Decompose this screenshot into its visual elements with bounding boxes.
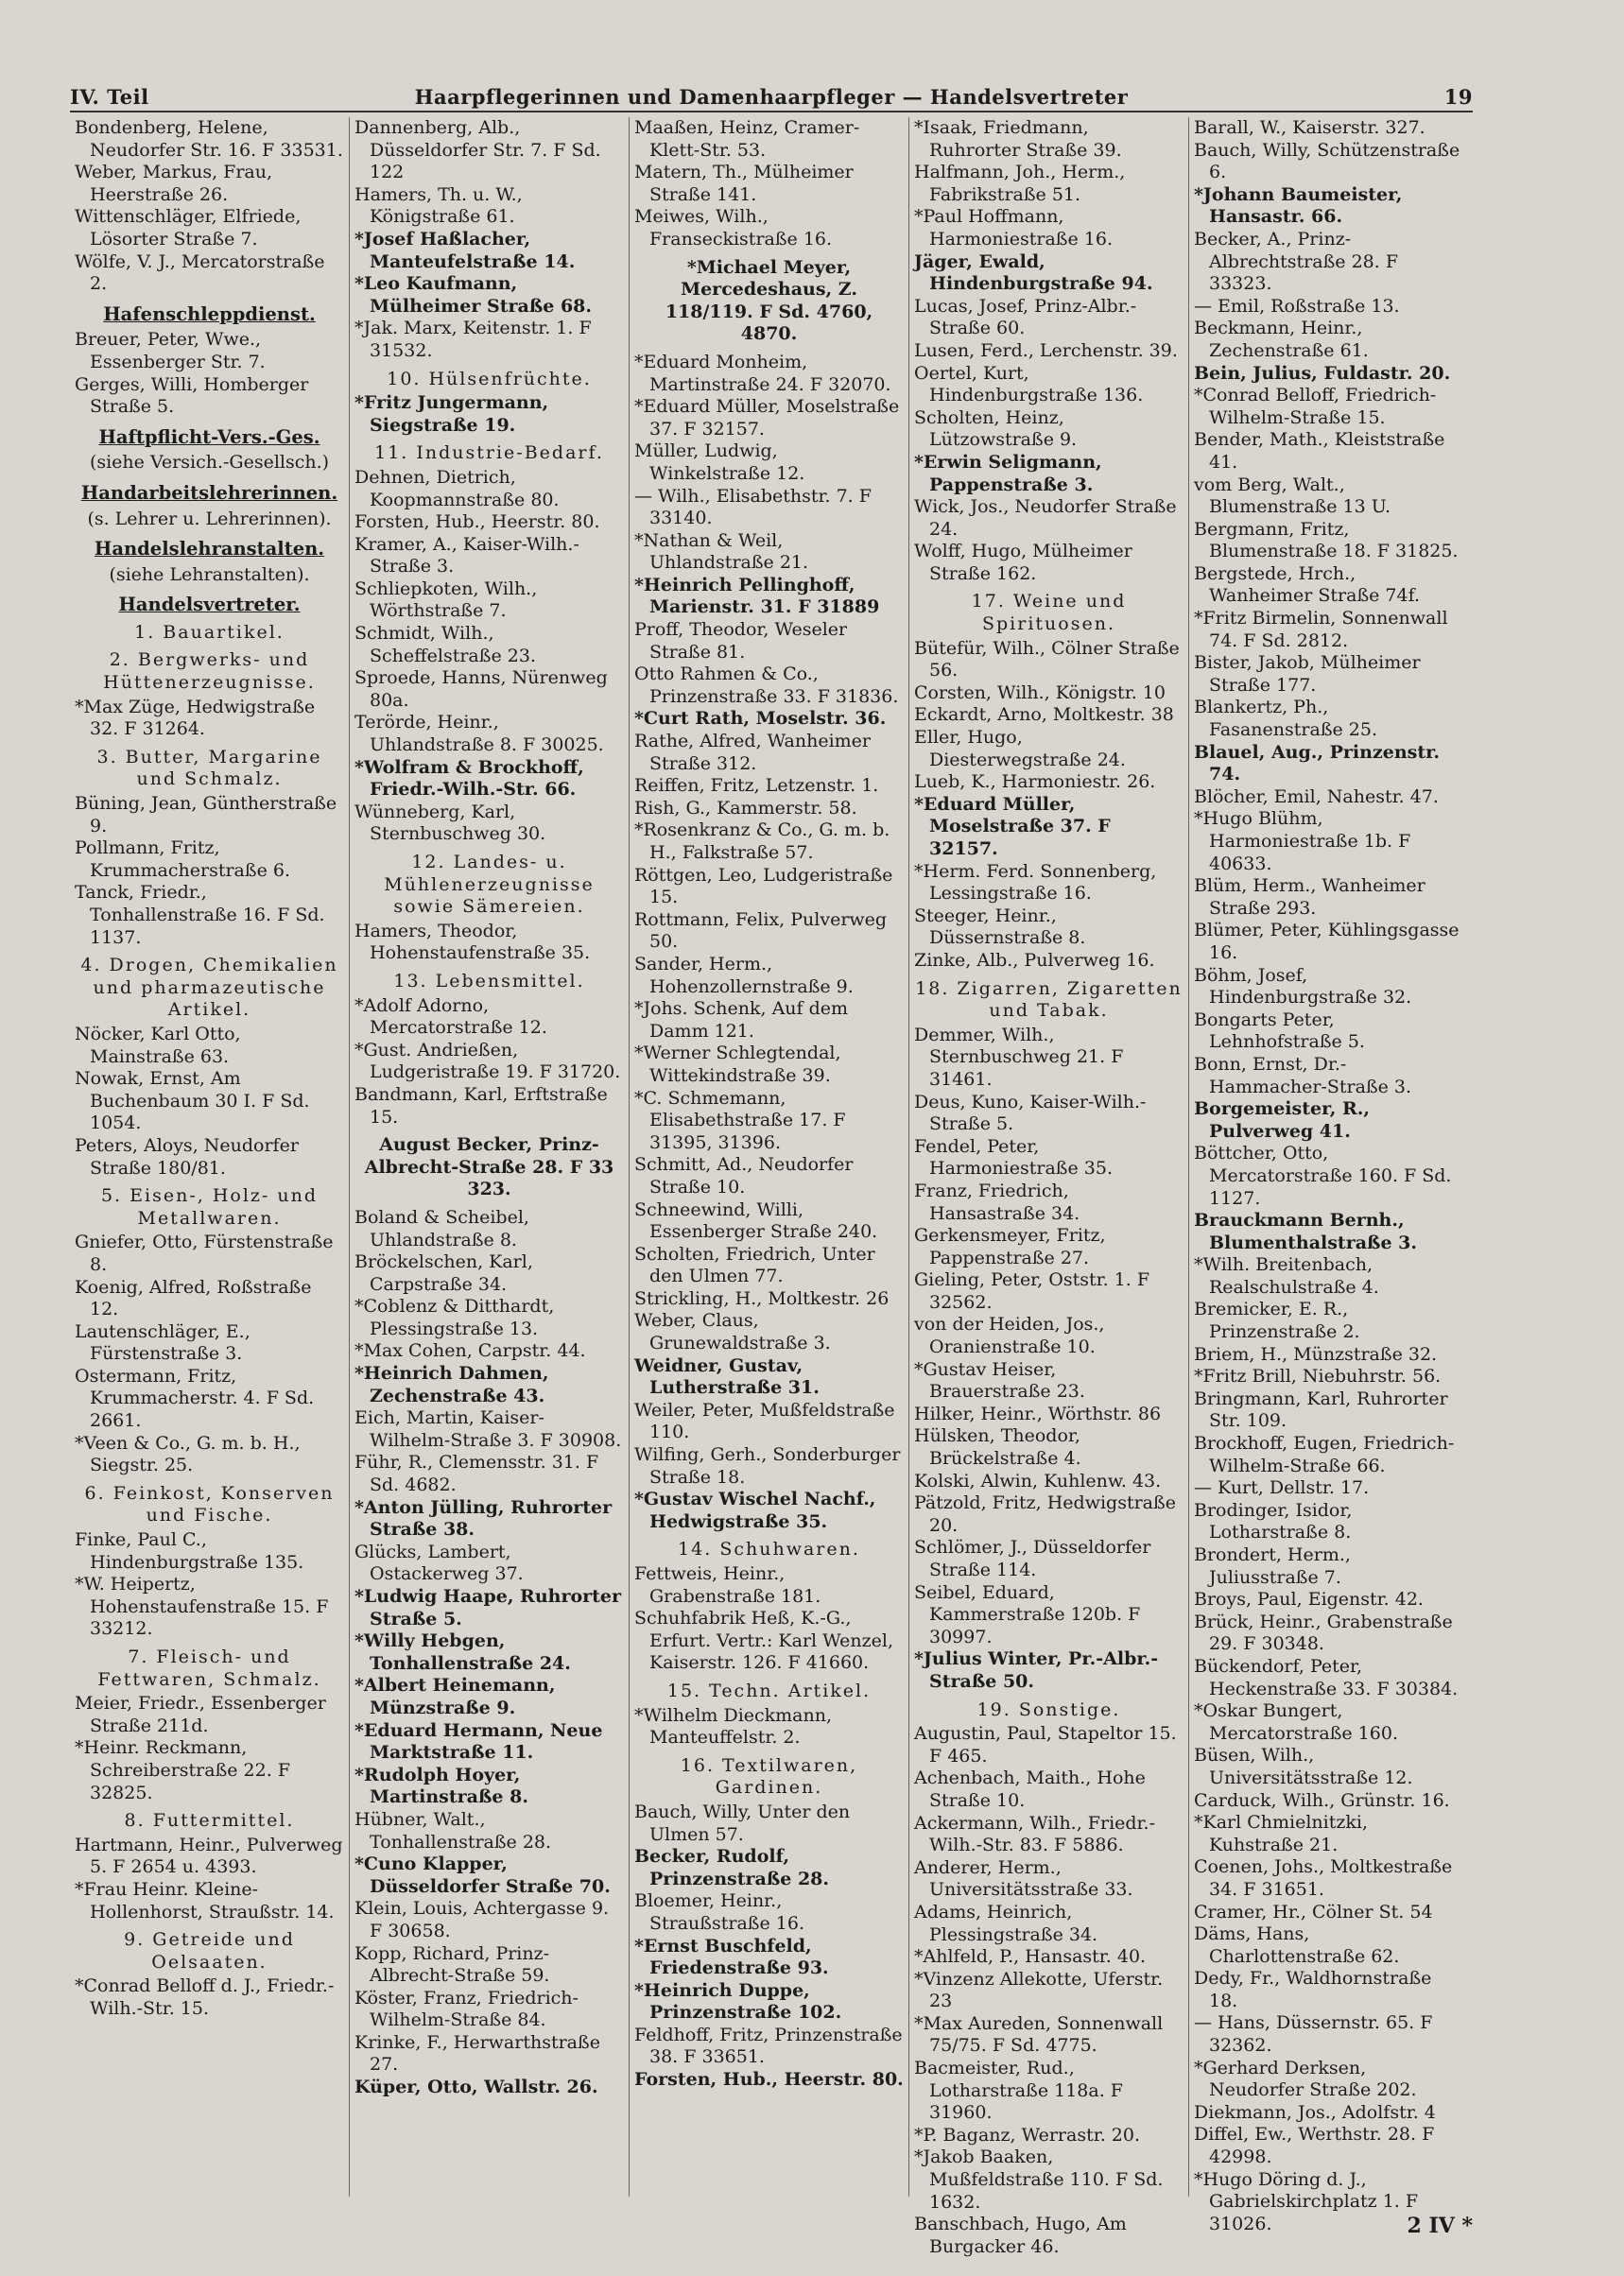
directory-entry: *Josef Haßlacher, Manteufelstraße 14. [354,228,576,272]
directory-entry: Meier, Friedr., Essenberger Straße 211d. [75,1693,326,1736]
directory-entry: Cramer, Hr., Cölner St. 54 [1194,1901,1433,1923]
directory-entry: *Conrad Belloff d. J., Friedr.-Wilh.-Str. 15. [75,1975,335,2019]
directory-entry: Boland & Scheibel, Uhlandstraße 8. [354,1206,529,1250]
directory-entry: Demmer, Wilh., Sternbuschweg 21. F 31461. [914,1024,1124,1090]
directory-entry: Krinke, F., Herwarthstraße 27. [354,2031,600,2076]
directory-entry: Peters, Aloys, Neudorfer Straße 180/81. [75,1134,299,1179]
directory-entry: Lueb, K., Harmoniestr. 26. [914,771,1156,793]
directory-entry: *Leo Kaufmann, Mülheimer Straße 68. [354,273,593,317]
directory-entry: Weiler, Peter, Mußfeldstraße 110. [634,1399,895,1443]
directory-entry: *Frau Heinr. Kleine-Hollenhorst, Straußstr. 14. [75,1878,335,1923]
directory-entry: Kopp, Richard, Prinz-Albrecht-Straße 59. [354,1942,550,1987]
directory-entry: Zinke, Alb., Pulverweg 16. [914,949,1155,971]
directory-entry: Rathe, Alfred, Wanheimer Straße 312. [634,731,872,774]
directory-entry: Bonn, Ernst, Dr.-Hammacher-Straße 3. [1194,1053,1412,1097]
directory-entry: Schliepkoten, Wilh., Wörthstraße 7. [354,578,538,622]
directory-entry: *Vinzenz Allekotte, Uferstr. 23 [914,1968,1164,2012]
directory-entry: Otto Rahmen & Co., Prinzenstraße 33. F 31836. [634,664,899,707]
directory-entry: *Hugo Döring d. J., Gabrielskirchplatz 1. F 31026. [1194,2168,1419,2234]
directory-entry: — Wilh., Elisabethstr. 7. F 33140. [634,485,872,529]
directory-entry: Büning, Jean, Güntherstraße 9. [75,793,337,836]
category-heading: 15. Techn. Artikel. [666,1680,872,1701]
directory-entry: Schmidt, Wilh., Scheffelstraße 23. [354,623,536,666]
directory-entry: *Wolfram & Brockhoff, Friedr.-Wilh.-Str. 66. [354,756,584,801]
directory-entry: Carduck, Wilh., Grünstr. 16. [1194,1789,1450,1811]
directory-entry: *Fritz Birmelin, Sonnenwall 74. F Sd. 2812. [1194,608,1448,651]
directory-entry: Terörde, Heinr., Uhlandstraße 8. F 30025. [354,712,604,756]
directory-entry: Coenen, Johs., Moltkestraße 34. F 31651. [1194,1856,1453,1900]
directory-entry: *Anton Jülling, Ruhrorter Straße 38. [354,1496,613,1541]
directory-entry: Lucas, Josef, Prinz-Albr.-Straße 60. [914,295,1137,339]
category-heading: 4. Drogen, Chemikalien und pharmazeutische Artikel. [80,955,338,1021]
directory-entry: Hamers, Theodor, Hohenstaufenstraße 35. [354,920,591,964]
directory-entry: Bremicker, E. R., Prinzenstraße 2. [1194,1299,1360,1343]
header-rule [70,111,1473,112]
directory-entry: *Johs. Schenk, Auf dem Damm 121. [634,998,849,1042]
directory-entry: Wolff, Hugo, Mülheimer Straße 162. [914,541,1132,584]
part-label: IV. Teil [70,85,149,109]
directory-entry: Rish, G., Kammerstr. 58. [634,797,857,819]
directory-entry: Matern, Th., Mülheimer Straße 141. [634,162,854,205]
directory-entry: Schmitt, Ad., Neudorfer Straße 10. [634,1154,854,1198]
directory-entry: Bröckelschen, Karl, Carpstraße 34. [354,1251,533,1295]
directory-entry: Finke, Paul C., Hindenburgstraße 135. [75,1529,304,1573]
directory-entry: Glücks, Lambert, Ostackerweg 37. [354,1541,524,1585]
category-heading: 19. Sonstige. [976,1698,1121,1720]
category-heading: 7. Fleisch- und Fettwaren, Schmalz. [97,1647,321,1690]
directory-entry: — Hans, Düssernstr. 65. F 32362. [1194,2012,1433,2057]
column-2 [350,117,630,2197]
directory-entry: Gerges, Willi, Homberger Straße 5. [75,373,309,418]
directory-entry: *Gerhard Derksen, Neudorfer Straße 202. [1194,2057,1417,2101]
directory-entry: Nöcker, Karl Otto, Mainstraße 63. [75,1023,241,1067]
directory-entry: *Jakob Baaken, Mußfeldstraße 110. F Sd. 1632. [914,2147,1164,2213]
directory-entry: *Ludwig Haape, Ruhrorter Straße 5. [354,1586,622,1629]
directory-entry: — Kurt, Dellstr. 17. [1194,1477,1370,1499]
category-heading: 16. Textilwaren, Gardinen. [680,1754,858,1799]
directory-entry: Kolski, Alwin, Kuhlenw. 43. [914,1470,1162,1491]
directory-entry: Bringmann, Karl, Ruhrorter Str. 109. [1194,1388,1448,1432]
category-heading: 5. Eisen-, Holz- und Metallwaren. [100,1185,319,1229]
section-heading: Haftpflicht-Vers.-Ges. [98,425,320,448]
directory-entry: *Heinrich Pellinghoff, Marienstr. 31. F 31889 [634,574,880,618]
directory-entry: Ackermann, Wilh., Friedr.-Wilh.-Str. 83. F 5886. [914,1812,1156,1856]
directory-entry: Dannenberg, Alb., Düsseldorfer Str. 7. F Sd. 122 [354,117,601,183]
directory-entry: *Gust. Andrießen, Ludgeristraße 19. F 31720. [354,1039,621,1083]
directory-entry: *Eduard Monheim, Martinstraße 24. F 32070. [634,351,891,395]
directory-entry: Büsen, Wilh., Universitätsstraße 12. [1194,1745,1413,1788]
directory-entry: *Max Cohen, Carpstr. 44. [354,1340,586,1362]
directory-entry: Feldhoff, Fritz, Prinzenstraße 38. F 33651. [634,2024,903,2068]
directory-entry: *P. Baganz, Werrastr. 20. [914,2124,1141,2146]
directory-entry: Franz, Friedrich, Hansastraße 34. [914,1180,1080,1224]
directory-entry: *Coblenz & Ditthardt, Plessingstraße 13. [354,1296,555,1339]
signature-mark: 2 IV * [1407,2214,1473,2238]
directory-entry: Weber, Claus, Grunewaldstraße 3. [634,1310,831,1354]
directory-entry: Dedy, Fr., Waldhornstraße 18. [1194,1968,1432,2011]
directory-entry: Nowak, Ernst, Am Buchenbaum 30 I. F Sd. 1054. [75,1068,310,1134]
page-number: 19 [1443,85,1473,109]
directory-entry: Wilfing, Gerh., Sonderburger Straße 18. [634,1444,901,1488]
directory-entry: Hamers, Th. u. W., Königstraße 61. [354,183,523,228]
category-heading: 10. Hülsenfrüchte. [387,368,592,389]
category-heading: 12. Landes- u. Mühlenerzeugnisse sowie Sämereien. [384,852,595,918]
directory-entry: *Eduard Müller, Moselstraße 37. F 32157. [914,793,1111,859]
cross-reference: (siehe Lehranstalten). [109,563,310,585]
directory-entry: *Johann Baumeister, Hansastr. 66. [1194,183,1403,228]
directory-entry: Rottmann, Felix, Pulverweg 50. [634,908,888,953]
directory-entry: Hübner, Walt., Tonhallenstraße 28. [354,1808,552,1853]
directory-entry: Klein, Louis, Achtergasse 9. F 30658. [354,1898,610,1941]
directory-entry: Wünneberg, Karl, Sternbuschweg 30. [354,801,546,845]
directory-entry: *Karl Chmielnitzki, Kuhstraße 21. [1194,1812,1368,1855]
directory-entry: Sander, Herm., Hohenzollernstraße 9. [634,953,854,997]
directory-entry: *Curt Rath, Moselstr. 36. [634,708,887,730]
directory-entry: *Max Züge, Hedwigstraße 32. F 31264. [75,696,316,740]
category-heading: 13. Lebensmittel. [393,970,585,991]
category-heading: 17. Weine und Spirituosen. [971,591,1127,635]
cross-reference: (siehe Versich.-Gesellsch.) [89,452,330,474]
directory-entry: Jäger, Ewald, Hindenburgstraße 94. [914,250,1153,295]
directory-entry: Däms, Hans, Charlottenstraße 62. [1194,1923,1400,1967]
directory-entry: Tanck, Friedr., Tonhallenstraße 16. F Sd. 1137. [75,882,325,948]
column-1 [70,117,350,2197]
directory-entry: Weidner, Gustav, Lutherstraße 31. [634,1354,820,1399]
directory-entry: Anderer, Herm., Universitätsstraße 33. [914,1856,1133,1901]
directory-entry: Brodinger, Isidor, Lotharstraße 8. [1194,1499,1353,1543]
directory-entry: *Herm. Ferd. Sonnenberg, Lessingstraße 16. [914,860,1157,905]
directory-entry: Beckmann, Heinr., Zechenstraße 61. [1194,318,1369,361]
directory-entry: Deus, Kuno, Kaiser-Wilh.-Straße 5. [914,1091,1147,1135]
directory-entry: Bondenberg, Helene, Neudorfer Str. 16. F 33531. [75,117,343,161]
directory-entry: *Albert Heinemann, Münzstraße 9. [354,1675,556,1718]
directory-entry: Blankertz, Ph., Fasanenstraße 25. [1194,697,1378,741]
directory-entry: Achenbach, Maith., Hohe Straße 10. [914,1767,1146,1811]
directory-entry: *Jak. Marx, Keitenstr. 1. F 31532. [354,318,592,361]
directory-entry: Meiwes, Wilh., Franseckistraße 16. [634,206,833,250]
directory-entry: Breuer, Peter, Wwe., Essenberger Str. 7. [75,329,266,372]
directory-entry: *Cuno Klapper, Düsseldorfer Straße 70. [354,1854,611,1897]
directory-entry: Bender, Math., Kleiststraße 41. [1194,429,1445,473]
directory-entry: *Rosenkranz & Co., G. m. b. H., Falkstraße 57. [634,819,890,863]
directory-entry: Reiffen, Fritz, Letzenstr. 1. [634,775,879,797]
cross-reference: (s. Lehrer u. Lehrerinnen). [87,508,332,529]
directory-entry: Bandmann, Karl, Erftstraße 15. [354,1083,608,1128]
directory-entry: *W. Heipertz, Hohenstaufenstraße 15. F 33212. [75,1574,329,1640]
directory-entry: Augustin, Paul, Stapeltor 15. F 465. [914,1723,1177,1767]
section-heading: Handarbeitslehrerinnen. [80,481,338,504]
directory-entry: Strickling, H., Moltkestr. 26 [634,1287,890,1309]
directory-entry: *Adolf Adorno, Mercatorstraße 12. [354,994,547,1039]
directory-entry: Böttcher, Otto, Mercatorstraße 160. F Sd. 1127. [1194,1143,1452,1209]
directory-entry: Fendel, Peter, Harmoniestraße 35. [914,1135,1113,1180]
directory-entry: *Heinrich Dahmen, Zechenstraße 43. [354,1363,549,1406]
directory-entry: Bückendorf, Peter, Heckenstraße 33. F 30384. [1194,1655,1459,1699]
directory-entry: Broys, Paul, Eigenstr. 42. [1194,1589,1424,1611]
category-heading: 11. Industrie-Bedarf. [374,442,604,464]
featured-entry: *Michael Meyer, Mercedeshaus, Z. 118/119. F Sd. 4760, 4870. [665,256,873,345]
category-heading: 8. Futtermittel. [124,1810,295,1832]
directory-entry: Schneewind, Willi, Essenberger Straße 240. [634,1198,878,1243]
directory-entry: Sproede, Hanns, Nürenweg 80a. [354,667,608,711]
directory-entry: Eller, Hugo, Diesterwegstraße 24. [914,727,1126,770]
directory-entry: *Fritz Brill, Niebuhrstr. 56. [1194,1366,1442,1388]
directory-entry: *Eduard Müller, Moselstraße 37. F 32157. [634,396,900,440]
directory-entry: *Nathan & Weil, Uhlandstraße 21. [634,529,809,574]
directory-entry: Bacmeister, Rud., Lotharstraße 118a. F 31960. [914,2058,1123,2124]
directory-entry: Lusen, Ferd., Lerchenstr. 39. [914,339,1178,361]
directory-entry: Scholten, Friedrich, Unter den Ulmen 77. [634,1243,875,1287]
directory-entry: Gniefer, Otto, Fürstenstraße 8. [75,1232,334,1275]
directory-entry: Kramer, A., Kaiser-Wilh.-Straße 3. [354,533,579,578]
directory-entry: Lautenschläger, E., Fürstenstraße 3. [75,1320,251,1365]
directory-entry: *Ahlfeld, P., Hansastr. 40. [914,1946,1147,1968]
directory-entry: Bongarts Peter, Lehnhofstraße 5. [1194,1009,1365,1053]
directory-entry: *Conrad Belloff, Friedrich-Wilhelm-Straße 15. [1194,385,1437,428]
directory-entry: Röttgen, Leo, Ludgeristraße 15. [634,864,893,908]
directory-entry: *Julius Winter, Pr.-Albr.-Straße 50. [914,1648,1159,1692]
directory-entry: Pollmann, Fritz, Krummacherstraße 6. [75,837,290,881]
directory-entry: Briem, H., Münzstraße 32. [1194,1343,1438,1365]
directory-entry: Diffel, Ew., Werthstr. 28. F 42998. [1194,2124,1435,2168]
directory-entry: *Erwin Seligmann, Pappenstraße 3. [914,451,1102,495]
directory-entry: Gieling, Peter, Oststr. 1. F 32562. [914,1269,1150,1313]
directory-entry: Oertel, Kurt, Hindenburgstraße 136. [914,362,1144,406]
directory-entry: Weber, Markus, Frau, Heerstraße 26. [75,162,273,205]
directory-entry: *Paul Hoffmann, Harmoniestraße 16. [914,206,1113,250]
directory-entry: Blümer, Peter, Kühlingsgasse 16. [1194,920,1460,963]
directory-entry: Brück, Heinr., Grabenstraße 29. F 30348. [1194,1611,1453,1655]
directory-entry: Hartmann, Heinr., Pulverweg 5. F 2654 u. 4393. [75,1834,343,1878]
section-heading: Hafenschleppdienst. [103,302,316,325]
directory-entry: *Hugo Blühm, Harmoniestraße 1b. F 40633. [1194,808,1411,874]
directory-entry: *Max Aureden, Sonnenwall 75/75. F Sd. 4775. [914,2012,1164,2057]
directory-entry: Fettweis, Heinr., Grabenstraße 181. [634,1563,821,1607]
directory-entry: Brockhoff, Eugen, Friedrich-Wilhelm-Straße 66. [1194,1433,1455,1476]
directory-entry: Seibel, Eduard, Kammerstraße 120b. F 30997. [914,1581,1141,1647]
directory-entry: Führ, R., Clemensstr. 31. F Sd. 4682. [354,1452,599,1496]
directory-entry: Hülsken, Theodor, Brückelstraße 4. [914,1425,1081,1470]
directory-entry: Scholten, Heinz, Lützowstraße 9. [914,406,1078,451]
column-4 [909,117,1189,2257]
category-heading: 6. Feinkost, Konserven und Fische. [84,1482,335,1526]
running-title: Haarpflegerinnen und Damenhaarpfleger — Handelsvertreter [414,85,1129,109]
directory-entry: vom Berg, Walt., Blumenstraße 13 U. [1194,474,1391,518]
directory-entry: Forsten, Hub., Heerstr. 80. [634,2069,904,2091]
directory-entry: — Emil, Roßstraße 13. [1194,295,1400,317]
page-header [70,81,1473,113]
directory-entry: Gerkensmeyer, Fritz, Pappenstraße 27. [914,1225,1106,1268]
directory-entry: Bütefür, Wilh., Cölner Straße 56. [914,637,1180,681]
directory-entry: *Wilh. Breitenbach, Realschulstraße 4. [1194,1254,1379,1298]
directory-entry: *Ernst Buschfeld, Friedenstraße 93. [634,1935,829,1979]
directory-entry: Adams, Heinrich, Plessingstraße 34. [914,1901,1098,1945]
directory-entry: Schuhfabrik Heß, K.-G., Erfurt. Vertr.: Karl Wenzel, Kaiserstr. 126. F 41660. [634,1608,893,1674]
directory-entry: Brauckmann Bernh., Blumenthalstraße 3. [1194,1210,1417,1253]
directory-entry: Hilker, Heinr., Wörthstr. 86 [914,1403,1162,1424]
directory-entry: Diekmann, Jos., Adolfstr. 4 [1194,2101,1436,2123]
directory-entry: *Gustav Heiser, Brauerstraße 23. [914,1358,1085,1403]
directory-entry: Blöcher, Emil, Nahestr. 47. [1194,785,1439,807]
directory-entry: *Veen & Co., G. m. b. H., Siegstr. 25. [75,1432,301,1476]
category-heading: 3. Butter, Margarine und Schmalz. [96,746,322,790]
column-3 [630,117,909,2197]
directory-entry: Müller, Ludwig, Winkelstraße 12. [634,440,805,484]
directory-entry: Bergmann, Fritz, Blumenstraße 18. F 31825. [1194,518,1459,562]
directory-entry: Bauch, Willy, Schützenstraße 6. [1194,139,1460,183]
directory-entry: *Rudolph Hoyer, Martinstraße 8. [354,1764,528,1808]
directory-entry: Brondert, Herm., Juliusstraße 7. [1194,1544,1351,1588]
directory-entry: Wölfe, V. J., Mercatorstraße 2. [75,250,325,295]
directory-entry: *Heinrich Duppe, Prinzenstraße 102. [634,1979,842,2024]
directory-entry: *Wilhelm Dieckmann, Manteuffelstr. 2. [634,1704,833,1749]
directory-entry: Barall, W., Kaiserstr. 327. [1194,117,1425,138]
featured-entry: August Becker, Prinz-Albrecht-Straße 28. F 33 323. [364,1134,614,1200]
category-heading: 9. Getreide und Oelsaaten. [124,1929,295,1973]
directory-entry: Forsten, Hub., Heerstr. 80. [354,511,600,533]
directory-entry: Bister, Jakob, Mülheimer Straße 177. [1194,652,1421,696]
directory-entry: Küper, Otto, Wallstr. 26. [354,2077,598,2098]
directory-entry: Blüm, Herm., Wanheimer Straße 293. [1194,875,1425,919]
directory-entry: Ostermann, Fritz, Krummacherstr. 4. F Sd. 2661. [75,1365,315,1432]
directory-entry: Becker, Rudolf, Prinzenstraße 28. [634,1846,830,1889]
directory-entry: Becker, A., Prinz-Albrechtstraße 28. F 33323. [1194,228,1399,295]
directory-entry: Pätzold, Fritz, Hedwigstraße 20. [914,1492,1176,1536]
directory-entry: Bauch, Willy, Unter den Ulmen 57. [634,1801,851,1845]
directory-entry: *Fritz Jungermann, Siegstraße 19. [354,392,549,436]
directory-entry: Bein, Julius, Fuldastr. 20. [1194,362,1451,384]
directory-entry: *Isaak, Friedmann, Ruhrorter Straße 39. [914,117,1122,161]
directory-entry: Halfmann, Joh., Herm., Fabrikstraße 51. [914,162,1126,205]
directory-entry: Koenig, Alfred, Roßstraße 12. [75,1276,312,1320]
category-heading: 18. Zigarren, Zigaretten und Tabak. [915,977,1183,1022]
directory-entry: Eich, Martin, Kaiser-Wilhelm-Straße 3. F 30908. [354,1407,622,1451]
directory-entry: Banschbach, Hugo, Am Burgacker 46. [914,2214,1127,2257]
category-heading: 14. Schuhwaren. [678,1539,860,1560]
directory-entry: Schlömer, J., Düsseldorfer Straße 114. [914,1537,1151,1580]
directory-entry: Wittenschläger, Elfriede, Lösorter Straße 7. [75,206,302,250]
directory-entry: Köster, Franz, Friedrich-Wilhelm-Straße 84. [354,1987,579,2031]
directory-entry: Eckardt, Arno, Moltkestr. 38 [914,704,1174,726]
directory-entry: *Heinr. Reckmann, Schreiberstraße 22. F 32825. [75,1737,290,1803]
directory-entry: Borgemeister, R., Pulverweg 41. [1194,1098,1370,1142]
directory-entry: Dehnen, Dietrich, Koopmannstraße 80. [354,466,560,510]
directory-entry: *C. Schmemann, Elisabethstraße 17. F 31395, 31396. [634,1087,846,1153]
directory-entry: Maaßen, Heinz, Cramer-Klett-Str. 53. [634,117,860,161]
directory-entry: *Werner Schlegtendal, Wittekindstraße 39. [634,1043,841,1086]
directory-entry: Blauel, Aug., Prinzenstr. 74. [1194,741,1440,785]
directory-entry: *Willy Hebgen, Tonhallenstraße 24. [354,1630,571,1674]
directory-entry: Corsten, Wilh., Königstr. 10 [914,681,1166,703]
section-heading: Handelslehranstalten. [94,538,325,560]
section-heading: Handelsvertreter. [118,594,301,616]
directory-entry: Proff, Theodor, Weseler Straße 81. [634,619,848,663]
category-heading: 2. Bergwerks- und Hüttenerzeugnisse. [103,649,316,694]
directory-entry: *Eduard Hermann, Neue Marktstraße 11. [354,1719,603,1764]
directory-entry: Bloemer, Heinr., Straußstraße 16. [634,1890,804,1934]
directory-entry: Böhm, Josef, Hindenburgstraße 32. [1194,964,1412,1009]
directory-entry: von der Heiden, Jos., Oranienstraße 10. [914,1314,1105,1358]
directory-entry: Bergstede, Hrch., Wanheimer Straße 74f. [1194,562,1420,607]
directory-entry: *Oskar Bungert, Mercatorstraße 160. [1194,1700,1398,1744]
directory-entry: *Gustav Wischel Nachf., Hedwigstraße 35. [634,1489,876,1532]
directory-entry: Steeger, Heinr., Düssernstraße 8. [914,905,1086,949]
directory-entry: Wick, Jos., Neudorfer Straße 24. [914,496,1177,540]
category-heading: 1. Bauartikel. [134,621,285,643]
